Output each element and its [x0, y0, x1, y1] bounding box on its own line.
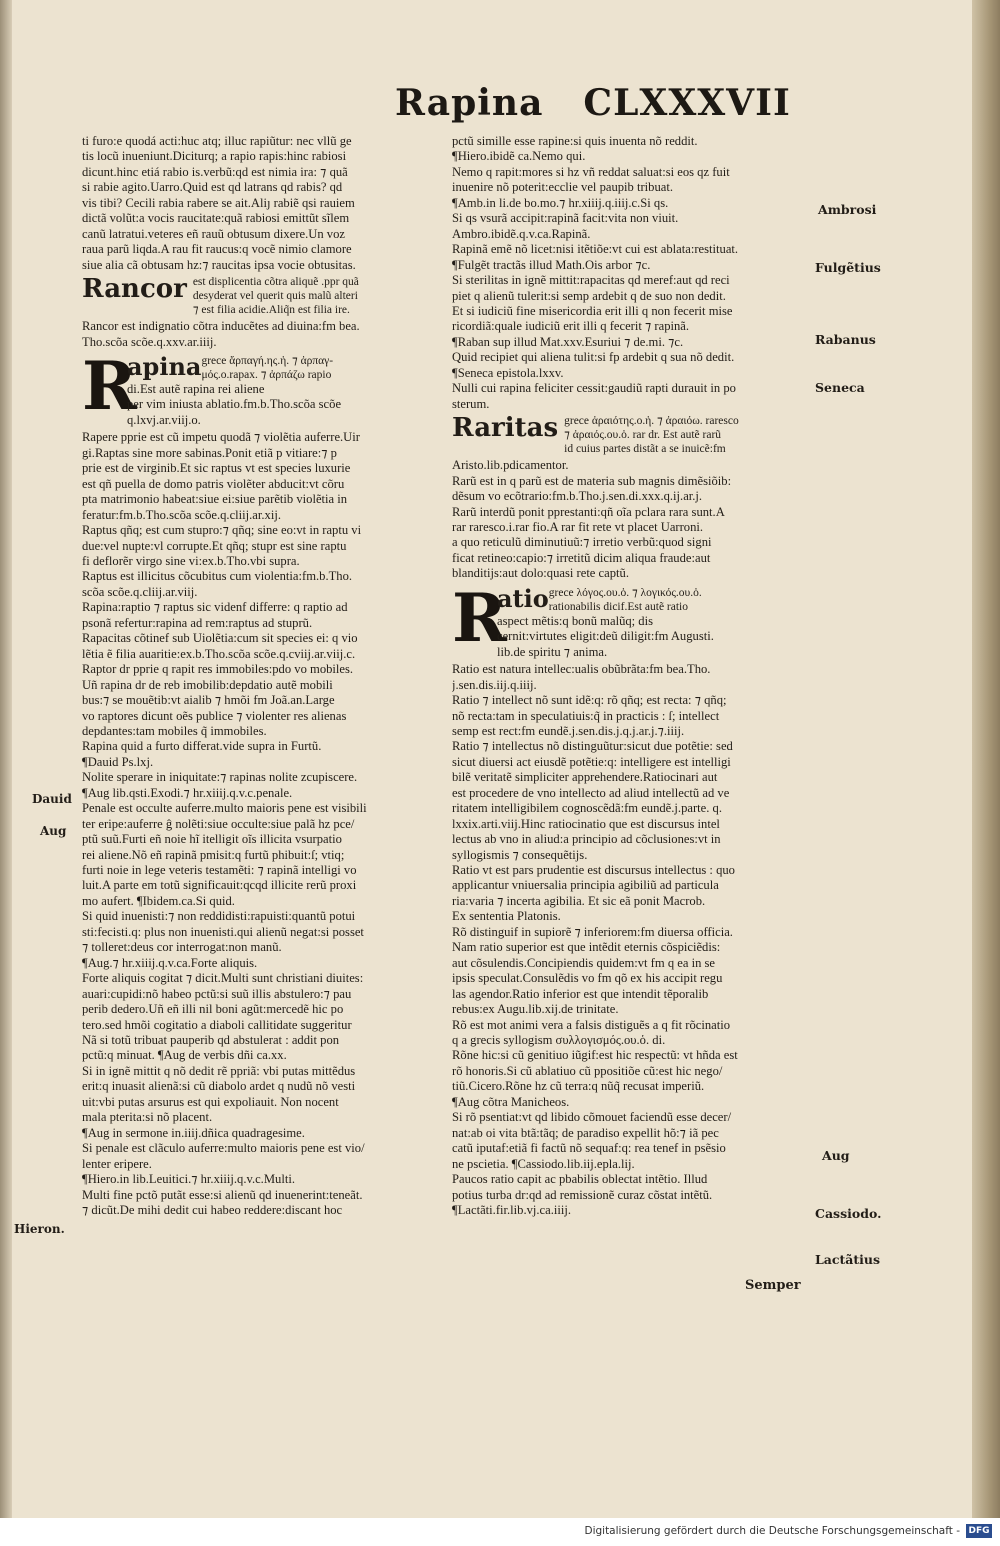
text-line: est procedere de vno intellecto ad aliud intellectũ ad ve — [452, 785, 730, 800]
left-intro-text — [82, 134, 444, 273]
text-line: Forte aliquis cogitat ⁊ dicit.Multi sunt christiani diuites: — [82, 971, 364, 986]
text-line: Si quid inuenisti:⁊ non reddidisti:rapuisti:quantũ potui — [82, 909, 356, 924]
text-line: piet q alienũ tulerit:si semp ardebit q de suo non dedit. — [452, 288, 726, 303]
text-line: perib dedero.Uñ eñ illi nil boni agũt:mercedẽ hic po — [82, 1002, 344, 1017]
text-line: Rapacitas cõtinef sub Uiolẽtia:cum sit species ei: q vio — [82, 631, 358, 646]
text-line: Quid recipiet qui aliena tulit:si fp ardebit q sua nõ dedit. — [452, 350, 735, 365]
text-line: depdantes:tam mobiles q̃ immobiles. — [82, 723, 267, 738]
margin-note-right: Fulgẽtius — [815, 260, 881, 275]
right-intro-text — [452, 134, 812, 412]
text-line: bilẽ veritatẽ simpliciter apprehendere.Ratiocinari aut — [452, 770, 718, 785]
text-line: Penale est occulte auferre.multo maioris pene est visibili — [82, 801, 367, 816]
text-line: ria:varia ⁊ incerta agibilia. Et sic eã ponit Macrob. — [452, 893, 706, 908]
text-line: ⁊ ἀραιός.ου.ὁ. rar dr. Est autẽ rarũ — [564, 429, 722, 442]
text-line: pta matrimonio habeat:siue ei:siue parẽtib violẽtia in — [82, 492, 348, 507]
rancor-text — [82, 319, 444, 350]
text-line: lectus ab vno in aliud:a principio ad cõclusiones:vt in — [452, 832, 721, 847]
text-line: Rõ distinguif in supiorẽ ⁊ inferiorem:fm diuersa officia. — [452, 924, 733, 939]
ratio-heading: atio — [497, 583, 549, 613]
text-line: erit:q inuasit alienã:si cũ diabolo ardet q nudũ nõ vesti — [82, 1079, 356, 1094]
text-line: Nolite sperare in iniquitate:⁊ rapinas nolite zcupiscere. — [82, 770, 358, 785]
text-line: ⁊ dicũt.De mihi dedit cui habeo reddere:discant hoc — [82, 1203, 343, 1217]
text-line: grece ἀραιότης.ο.ἡ. ⁊ ἀραιόω. raresco — [564, 415, 739, 428]
text-line: ¶Aug lib.qsti.Exodi.⁊ hr.xiiij.q.v.c.penale. — [82, 785, 293, 800]
text-line: Rapinã emẽ nõ licet:nisi itẽtiõe:vt cui est ablata:restituat. — [452, 242, 739, 257]
rancor-definition — [193, 275, 359, 317]
margin-note-right: Rabanus — [815, 332, 876, 347]
running-header — [395, 82, 791, 124]
text-line: Ambro.ibidẽ.q.v.ca.Rapinã. — [452, 226, 591, 241]
text-line: cernit:virtutes eligit:deũ diligit:fm Augusti. — [497, 629, 714, 644]
text-line: psonã refertur:rapina ad rem:raptus ad stuprũ. — [82, 615, 313, 630]
text-line: lenter eripere. — [82, 1156, 152, 1171]
text-line: grece λόγος.ου.ὁ. ⁊ λογικός.ου.ὁ. — [548, 586, 702, 599]
text-line: sti:fecisti.q: plus non inuenisti.qui alienũ negat:si posset — [82, 924, 364, 939]
text-line: lib.de spiritu ⁊ anima. — [497, 644, 608, 659]
text-line: rar raresco.i.rar fio.A rar fit rete vt placet Uarroni. — [452, 519, 704, 534]
folio-number: CLXXXVII — [583, 82, 791, 124]
text-line: ¶Seneca epistola.lxxv. — [452, 365, 564, 380]
text-line: Aristo.lib.pdicamentor. — [452, 458, 569, 473]
text-line: Rapina quid a furto differat.vide supra in Furtũ. — [82, 739, 322, 754]
text-line: tero.sed hmõi cogitatio a diaboli callitidate suggeritur — [82, 1017, 352, 1032]
text-line: rei aliene.Nõ eñ rapinã pmisit:q furtũ phibuit:ſ; vtiq; — [82, 847, 345, 862]
text-line: Uñ rapina dr de reb imobilib:depdatio autẽ mobili — [82, 677, 333, 692]
text-line: prie est de virginib.Et sic raptus vt est species luxurie — [82, 461, 351, 476]
margin-note-left: Hieron. — [14, 1222, 65, 1236]
text-line: Rõ est mot animi vera a falsis distiguẽs a q fit rõcinatio — [452, 1017, 731, 1032]
text-line: nõ recta:tam in speculatiuis:q̃ in practicis : ſ; intellect — [452, 708, 720, 723]
text-line: ricordiã:quale iudiciũ erit illi q fecerit ⁊ rapinã. — [452, 319, 690, 334]
text-line: sterum. — [452, 396, 490, 411]
text-line: Multi fine pctõ putãt esse:si alienũ qd inuenerint:teneãt. — [82, 1187, 363, 1202]
text-line: rõ honoris.Si cũ ablatiuo cũ ppositiõe cũ:est hic nego/ — [452, 1063, 723, 1078]
dfg-logo: DFG — [966, 1524, 992, 1538]
catchword: Semper — [745, 1278, 801, 1293]
text-line: siue alia cã obtusam hz:⁊ raucitas ipsa vocie obtusitas. — [82, 257, 356, 272]
left-column — [82, 134, 444, 1218]
footer-credit: Digitalisierung gefördert durch die Deutsche Forschungsgemeinschaft - — [584, 1525, 960, 1537]
text-line: Rapere pprie est cũ impetu quodã ⁊ violẽtia auferre.Uir — [82, 430, 360, 445]
text-line: lxxix.arti.viij.Hinc ratiocinatio que est discursus intel — [452, 816, 720, 831]
text-line: Paucos ratio capit ac pbabilis oblectat intẽtio. Illud — [452, 1172, 708, 1187]
text-line: ritatem intelligibilem cognoscẽdã:fm eundẽ.j.parte. q. — [452, 801, 722, 816]
right-column — [452, 134, 812, 1218]
margin-note-left: Aug — [40, 824, 67, 838]
text-line: nat:ab oi vita btã:tãq; de paradiso expellit hõ:⁊ iã pec — [452, 1125, 719, 1140]
rapina-heading-block — [127, 351, 342, 428]
rapina-heading: apina — [127, 351, 202, 381]
text-line: est qñ puella de domo patris violẽter abducit:vt cõru — [82, 476, 345, 491]
text-line: ¶Aug cõtra Manicheos. — [452, 1094, 570, 1109]
entry-ratio — [452, 578, 812, 660]
text-line: ti furo:e quodá acti:huc atq; illuc rapiũtur: nec vllũ ge — [82, 134, 352, 148]
margin-note-right: Lactãtius — [815, 1252, 881, 1267]
text-line: scõa scõe.q.cliij.ar.viij. — [82, 584, 198, 599]
text-line: sicut diuersi act eiusdẽ potẽtie:q: intelligere est intelligi — [452, 754, 731, 769]
left-body-text — [82, 430, 444, 1218]
text-line: q.lxvj.ar.viij.o. — [127, 412, 201, 427]
ratio-initial: R — [452, 578, 507, 657]
page-fore-edge — [972, 0, 1000, 1518]
text-line: due:vel nupte:vl corrupte.Et qñq; stupr est sine raptu — [82, 538, 347, 553]
rapina-definition — [127, 382, 341, 428]
margin-note-right: Ambrosi — [818, 202, 877, 217]
raritas-text — [452, 458, 812, 582]
text-line: ¶Lactãti.fir.lib.vj.ca.iiij. — [452, 1203, 572, 1217]
text-line: ¶Dauid Ps.lxj. — [82, 754, 154, 769]
text-line: blanditijs:aut dolo:quasi rete captũ. — [452, 566, 629, 581]
text-line: id cuius partes distãt a se inuicẽ:fm — [564, 443, 726, 456]
raritas-heading: Raritas — [452, 413, 559, 444]
text-line: Si qs vsurã accipit:rapinã facit:vita non viuit. — [452, 211, 679, 226]
text-line: Tho.scõa scõe.q.xxv.ar.iiij. — [82, 334, 217, 349]
text-line: mala pterita:si nõ placent. — [82, 1110, 213, 1125]
text-line: applicantur vniuersalia principia agibiliũ ad particula — [452, 878, 719, 893]
right-body-text — [452, 662, 812, 1218]
text-line: Rancor est indignatio cõtra inducẽtes ad diuina:fm bea. — [82, 319, 360, 334]
text-line: ¶Hiero.ibidẽ ca.Nemo qui. — [452, 149, 586, 164]
text-line: raua parũ liqda.A rau fit raucus:q vocẽ nimio clamore — [82, 242, 352, 257]
text-line: a quo reticulũ diminutiuũ:⁊ irretio verbũ:quod signi — [452, 535, 712, 550]
text-line: catũ iputaf:etiã fi factũ nõ sequaf:q: rea tenef in psẽsio — [452, 1141, 726, 1156]
text-line: ¶Aug.⁊ hr.xiiij.q.v.ca.Forte aliquis. — [82, 955, 258, 970]
text-line: inuenire nõ poterit:ecclie vel paupib tribuat. — [452, 180, 674, 195]
text-line: vis tibi? Cecili rabia rabere se ait.Aliȷ rabiẽ qsi rauiem — [82, 195, 355, 210]
text-line: syllogismis ⁊ consequẽtijs. — [452, 847, 588, 862]
text-line: bus:⁊ se mouẽtib:vt aialib ⁊ hmõi fm Joã.an.Large — [82, 693, 335, 708]
text-line: tis locũ inueniunt.Diciturq; a rapio rapis:hinc rabiosi — [82, 149, 347, 164]
text-line: tiũ.Cicero.Rõne hz cũ terra:q nũq̃ recusat imperiũ. — [452, 1079, 705, 1094]
text-line: ¶Fulgẽt tractãs illud Math.Ois arbor ⁊c. — [452, 257, 651, 272]
text-line: Ex sententia Platonis. — [452, 909, 561, 924]
text-line: ipsis speculat.Consulẽdis vo fm qõ ex his accipit regu — [452, 971, 723, 986]
text-line: ne pscietia. ¶Cassiodo.lib.iij.epla.lij. — [452, 1156, 635, 1171]
text-line: dicunt.hinc etiá rabio is.verbũ:qd est nimia ira: ⁊ quã — [82, 164, 348, 179]
text-line: lẽtia ẽ filia auaritie:ex.b.Tho.scõa scõe.q.cviij.ar.viij.c. — [82, 646, 356, 661]
text-line: semp est rect:fm eundẽ.j.sen.dis.j.q.j.ar.j.⁊.iiij. — [452, 723, 685, 738]
text-line: Ratio vt est pars prudentie est discursus intellectus : quo — [452, 863, 735, 878]
text-line: Nemo q rapit:mores si hz vñ reddat saluat:si eos qz fuit — [452, 164, 730, 179]
text-line: Si rõ psentiat:vt qd libido cõmouet faciendũ esse decer/ — [452, 1110, 732, 1125]
text-line: μός.ο.rapax. ⁊ ἁρπάζω rapio — [201, 368, 332, 381]
text-line: feratur:fm.b.Tho.scõa scõe.q.cliij.ar.xij. — [82, 507, 281, 522]
text-line: Raptus est illicitus cõcubitus cum violentia:fm.b.Tho. — [82, 569, 353, 584]
margin-note-right: Seneca — [815, 380, 865, 395]
text-line: potius turba dr:qd ad remissionẽ curaz cõstat intẽtũ. — [452, 1187, 713, 1202]
margin-note-right: Cassiodo. — [815, 1206, 882, 1221]
text-line: ⁊ tolleret:deus cor interrogat:non manũ. — [82, 940, 282, 955]
text-line: dẽsum vo ecõtrario:fm.b.Tho.j.sen.di.xxx.q.ij.ar.j. — [452, 489, 703, 504]
text-line: ¶Amb.in li.de bo.mo.⁊ hr.xiiij.q.iiij.c.Si qs. — [452, 195, 669, 210]
text-line: Nam ratio superior est que intẽdit eternis cõspiciẽdis: — [452, 940, 721, 955]
margin-note-right: Aug — [822, 1148, 850, 1163]
text-line: Raptus qñq; est cum stupro:⁊ qñq; sine eo:vt in raptu vi — [82, 523, 362, 538]
text-line: rebus:ex Augu.lib.xij.de trinitate. — [452, 1002, 619, 1017]
text-line: uit:vbi putas arsurus est qui expoliauit. Non nocent — [82, 1094, 339, 1109]
text-line: pctũ simille esse rapine:si quis inuenta nõ reddit. — [452, 134, 698, 148]
text-line: Nã si totũ tribuat pauperib qd abstulerat : addit pon — [82, 1033, 340, 1048]
text-line: ficat retineo:capio:⁊ irretitũ dicim aliqua fraude:aut — [452, 550, 711, 565]
text-line: ter eripe:auferre ĝ nolẽti:siue occulte:siue palã hz pce/ — [82, 816, 355, 831]
ratio-greek — [549, 586, 702, 614]
text-line: fi deflorẽr virgo sine vi:ex.b.Tho.vbi supra. — [82, 553, 300, 568]
text-line: las agendor.Ratio inferior est que intendit tẽporalib — [452, 986, 709, 1001]
text-line: mo aufert. ¶Ibidem.ca.Si quid. — [82, 893, 235, 908]
text-line: est displicentia cõtra aliquẽ .ppr quã — [192, 276, 359, 289]
text-line: Nulli cui rapina feliciter cessit:gaudiũ rapti durauit in po — [452, 381, 736, 396]
text-line: q a grecis syllogism συλλογισμός.ου.ὁ. di. — [452, 1033, 666, 1048]
raritas-definition — [564, 414, 739, 456]
text-line: Si penale est clãculo auferre:multo maioris pene est vio/ — [82, 1141, 365, 1156]
ratio-heading-block — [497, 583, 714, 660]
header-word: Rapina — [395, 82, 544, 124]
text-line: vo raptores dicunt oẽs publice ⁊ violenter res alienas — [82, 708, 347, 723]
text-line: Raptor dr pprie q rapit res immobiles:pdo vo mobiles. — [82, 662, 354, 677]
rapina-greek — [201, 354, 333, 382]
text-line: Et si iudiciũ fine misericordia erit illi q non fecerit mise — [452, 303, 733, 318]
text-line: j.sen.dis.iij.q.iiij. — [452, 677, 537, 692]
text-line: Rarũ est in q parũ est de materia sub magnis dimẽsiõib: — [452, 473, 732, 488]
text-line: rationabilis dicif.Est autẽ ratio — [548, 600, 689, 613]
text-line: Si sterilitas in ignẽ mittit:rapacitas qd meref:aut qd reci — [452, 273, 730, 288]
text-line: per vim iniusta ablatio.fm.b.Tho.scõa scõe — [127, 397, 342, 412]
entry-raritas — [452, 414, 812, 456]
text-line: ⁊ est filia acidie.Aliq̃n est filia ire. — [192, 304, 350, 317]
text-line: Ratio ⁊ intellect nõ sunt idẽ:q: rõ qñq; est recta: ⁊ qñq; — [452, 693, 727, 708]
text-line: luit.A parte em totũ significauit:qcqd illicite rerũ proxi — [82, 878, 357, 893]
margin-note-left: Dauid — [32, 792, 72, 806]
text-line: Ratio est natura intellec:ualis obũbrãta:fm bea.Tho. — [452, 662, 711, 677]
text-line: auari:cupidi:nõ habeo pctũ:si suũ illis abstulero:⁊ pau — [82, 986, 352, 1001]
text-line: gi.Raptas sine more sabinas.Ponit etiã p vitiare:⁊ p — [82, 445, 337, 460]
text-line: grece ἅρπαγή.ης.ἡ. ⁊ ἁρπαγ- — [201, 354, 334, 367]
text-line: ¶Aug in sermone in.iiij.dñica quadragesime. — [82, 1125, 305, 1140]
page-binding-edge — [0, 0, 12, 1518]
text-line: si rabie agito.Uarro.Quid est qd latrans qd rabis? qd — [82, 180, 343, 195]
text-line: dictã volũt:a vocis raucitate:quã rabiosi emittũt sĩlem — [82, 211, 350, 226]
text-line: ptũ suũ.Furti eñ noie hĩ itelligit oĩs illicita vsurpatio — [82, 832, 342, 847]
entry-rancor — [82, 275, 444, 317]
text-line: furti noie in lege veteris testamẽti: ⁊ rapinã intelligi vo — [82, 863, 357, 878]
rancor-heading: Rancor — [82, 274, 187, 305]
text-line: Si in ignẽ mittit q nõ dedit rẽ ppriã: vbi putas mittẽdus — [82, 1063, 356, 1078]
text-line: Rarũ interdũ ponit pprestanti:qñ oĩa pclara rara sunt.A — [452, 504, 725, 519]
text-line: aspect mẽtis:q bonũ malũq; dis — [497, 613, 654, 628]
text-line: di.Est autẽ rapina rei aliene — [127, 381, 265, 396]
text-line: pctũ:q minuat. ¶Aug de verbis dñi ca.xx. — [82, 1048, 287, 1063]
rapina-initial: R — [82, 346, 137, 425]
ratio-definition — [497, 614, 714, 660]
text-line: Rõne hic:si cũ genitiuo iũgif:est hic respectũ: vt hñda est — [452, 1048, 738, 1063]
text-line: Rapina:raptio ⁊ raptus sic videnf differre: q raptio ad — [82, 600, 348, 615]
entry-rapina — [82, 346, 444, 428]
text-line: ¶Hiero.in lib.Leuitici.⁊ hr.xiiij.q.v.c.Multi. — [82, 1172, 295, 1187]
text-line: canũ latratui.veteres eñ rauũ obtusum dixere.Un voz — [82, 226, 345, 241]
text-line: ¶Raban sup illud Mat.xxv.Esuriui ⁊ de.mi. ⁊c. — [452, 334, 684, 349]
text-line: Ratio ⁊ intellectus nõ distinguũtur:sicut due potẽtie: sed — [452, 739, 733, 754]
text-line: desyderat vel querit quis malũ alteri — [192, 290, 358, 303]
text-line: aut cõsulendis.Concipiendis quidem:vt fm q ea in se — [452, 955, 716, 970]
digitization-footer — [0, 1518, 1000, 1546]
